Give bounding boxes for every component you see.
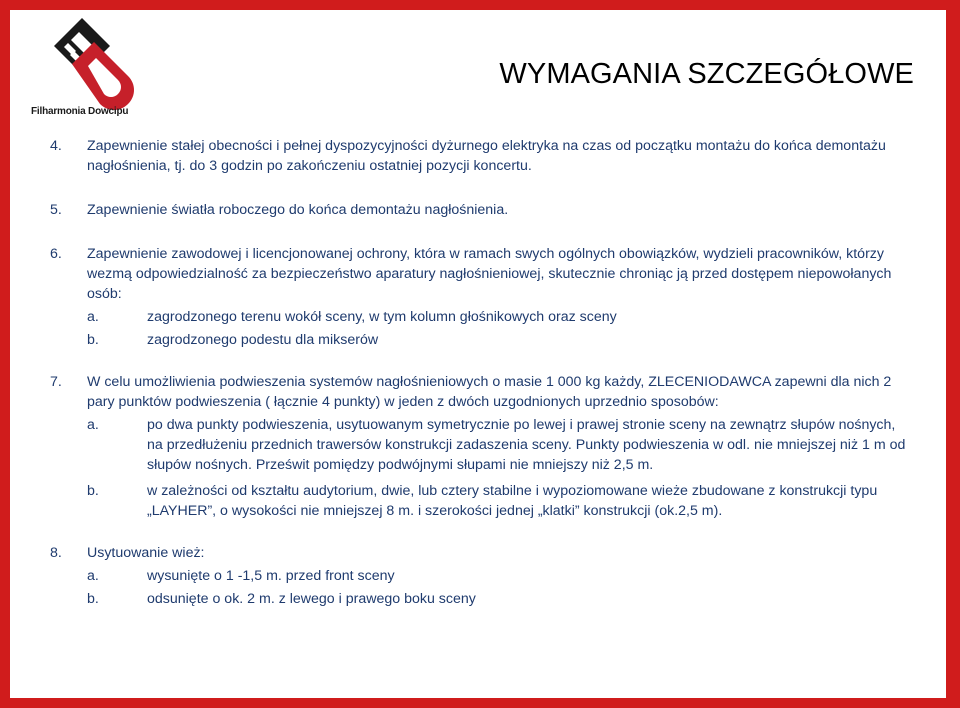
sub-item-text: w zależności od kształtu audytorium, dwie, lub cztery stabilne i wypoziomowane wieże zbudowane z konstrukcji typu „LAYHER”, o wysokości nie mniejszej 8 m. i szerokości jednej „klatki” konstrukcji (ok.2,5 m). (147, 483, 878, 519)
sub-item (50, 330, 910, 350)
item-text: W celu umożliwienia podwieszenia systemów nagłośnieniowych o masie 1 000 kg każdy, ZLECENIODAWCA zapewni dla nich 2 pary punktów podwieszenia ( łącznie 4 punkty) w jeden z dwóch uzgodnionych uprzednio sposobów: (87, 374, 892, 410)
sub-item-letter: a. (87, 309, 99, 325)
logo-caption: Filharmonia Dowcipu (31, 106, 129, 117)
item-number: 6. (50, 246, 62, 262)
sub-item-letter: a. (87, 568, 99, 584)
list-item (50, 200, 910, 220)
sub-item (50, 481, 910, 521)
sub-item-letter: b. (87, 483, 99, 499)
sub-item (50, 415, 910, 475)
sub-item-text: po dwa punkty podwieszenia, usytuowanym symetrycznie po lewej i prawej stronie sceny na zewnątrz słupów nośnych, na przedłużeniu przednich trawersów konstrukcji zadaszenia sceny. Punkty podwieszenia w odl. nie mniejszej niż 1 m od słupów nośnych. Prześwit pomiędzy podwójnymi słupami nie mniejszy niż 2,5 m. (147, 417, 906, 473)
sub-item (50, 307, 910, 327)
sub-item-letter: a. (87, 417, 99, 433)
sub-item (50, 589, 910, 609)
list-item (50, 136, 910, 176)
item-number: 4. (50, 138, 62, 154)
list-item (50, 244, 910, 304)
slide (10, 10, 946, 698)
sub-item-text: zagrodzonego terenu wokół sceny, w tym kolumn głośnikowych oraz sceny (147, 309, 617, 325)
requirements-list (50, 136, 910, 609)
sub-item-text: wysunięte o 1 -1,5 m. przed front sceny (147, 568, 395, 584)
list-item (50, 543, 910, 563)
sub-item-text: odsunięte o ok. 2 m. z lewego i prawego boku sceny (147, 591, 476, 607)
item-number: 8. (50, 545, 62, 561)
item-number: 5. (50, 202, 62, 218)
slide-title: WYMAGANIA SZCZEGÓŁOWE (499, 58, 914, 90)
item-text: Zapewnienie stałej obecności i pełnej dyspozycyjności dyżurnego elektryka na czas od początku montażu do końca demontażu nagłośnienia, tj. do 3 godzin po zakończeniu ostatniej pozycji koncertu. (87, 138, 886, 174)
sub-item-letter: b. (87, 591, 99, 607)
sub-item-text: zagrodzonego podestu dla mikserów (147, 332, 379, 348)
list-item (50, 372, 910, 412)
item-text: Zapewnienie światła roboczego do końca demontażu nagłośnienia. (87, 202, 509, 218)
item-text: Usytuowanie wież: (87, 545, 205, 561)
sub-item-letter: b. (87, 332, 99, 348)
item-text: Zapewnienie zawodowej i licencjonowanej ochrony, która w ramach swych ogólnych obowiązków, wydzieli pracowników, którzy wezmą odpowiedzialność za bezpieczeństwo aparatury nagłośnieniowej, skutecznie chroniąc ją przed dostępem niepowołanych osób: (87, 246, 892, 302)
sub-item (50, 566, 910, 586)
item-number: 7. (50, 374, 62, 390)
